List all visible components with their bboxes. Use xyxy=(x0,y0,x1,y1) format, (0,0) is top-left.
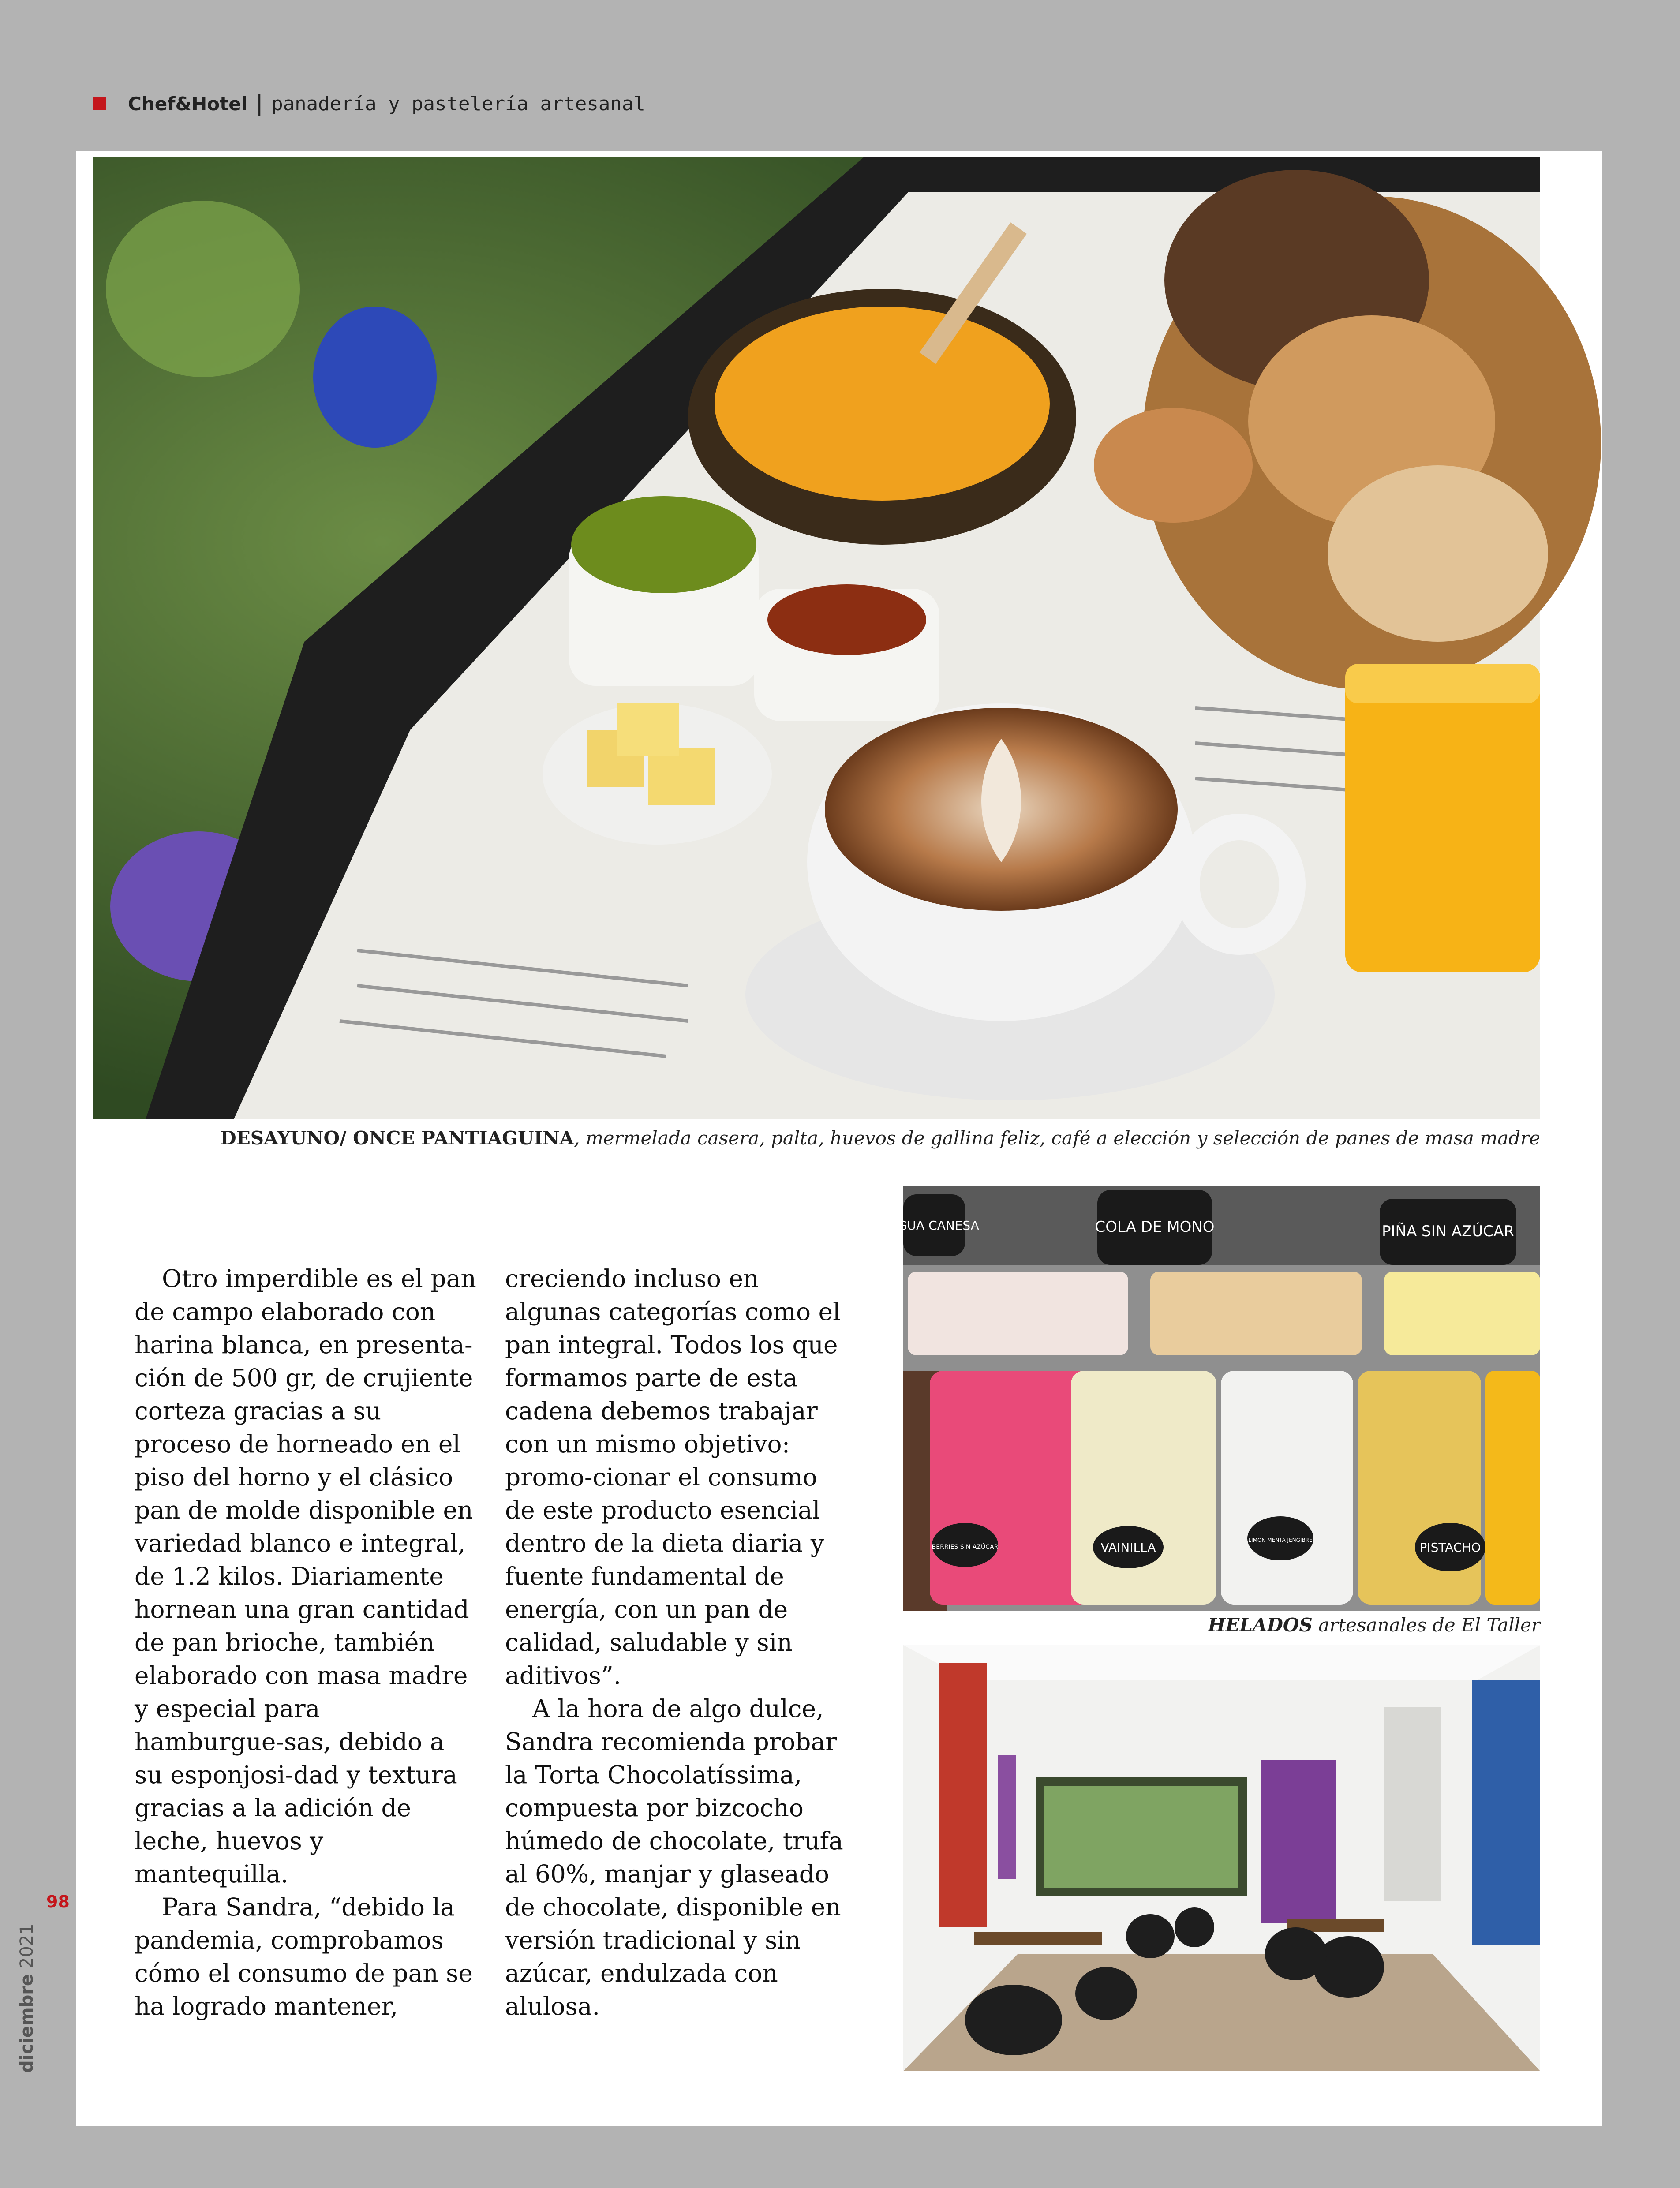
running-header xyxy=(93,90,645,117)
label-limon-menta-jengibre: LIMÓN MENTA JENGIBRE xyxy=(1248,1537,1313,1543)
paragraph: A la hora de algo dulce, Sandra recomienda probar la Torta Chocolatíssima, compuesta por bizcocho húmedo de chocolate, trufa al 60%, manjar y glaseado de chocolate, disponible en versión tradicional y sin azúcar, endulzada con alulosa. xyxy=(505,1694,843,2020)
paragraph: Para Sandra, “debido la pandemia, comprobamos cómo el consumo de pan se ha logrado mantener, xyxy=(135,1893,473,2020)
paragraph: Otro imperdible es el pan de campo elaborado con harina blanca, en presenta-ción de 500 gr, de crujiente corteza gracias a su proceso de horneado en el piso del horno y el clásico pan de molde disponible en variedad blanco e integral, de 1.2 kilos. Diariamente hornean una gran cantidad de pan brioche, también elaborado con masa madre y especial para hamburgue-sas, debido a su esponjosi-dad y textura gracias a la adición de leche, huevos y mantequilla. xyxy=(135,1264,476,1888)
label-berries-sin-azucar: BERRIES SIN AZÚCAR xyxy=(932,1544,999,1551)
breakfast-caption-text: , mermelada casera, palta, huevos de gallina feliz, café a elección y selección de panes de masa madre xyxy=(574,1127,1540,1149)
label-vainilla: VAINILLA xyxy=(1100,1540,1156,1555)
breakfast-caption xyxy=(220,1127,1540,1149)
section-title: panadería y pastelería artesanal xyxy=(271,92,645,115)
red-square-icon xyxy=(93,97,106,110)
paragraph: creciendo incluso en algunas categorías como el pan integral. Todos los que formamos parte de esta cadena debemos trabajar con un mismo objetivo: promo-cionar el consumo de este producto esencial dentro de la dieta diaria y fuente fundamental de energía, con un pan de calidad, saludable y sin aditivos”. xyxy=(505,1264,841,1690)
ice-cream-display-photo xyxy=(889,1186,1540,1611)
page-number: 98 xyxy=(46,1892,70,1911)
label-pistacho: PISTACHO xyxy=(1419,1540,1481,1555)
issue-date xyxy=(17,1923,39,2073)
article-column-2 xyxy=(505,1262,853,2023)
article-column-1 xyxy=(135,1262,476,2023)
cafe-interior-photo xyxy=(903,1645,1540,2071)
ice-cream-caption-title: HELADOS xyxy=(1208,1614,1313,1636)
ice-cream-caption-text: artesanales de El Taller xyxy=(1312,1614,1540,1636)
header-separator: | xyxy=(253,91,266,116)
label-agua-canesa: AGUA CANESA xyxy=(889,1218,979,1233)
breakfast-caption-title: DESAYUNO/ ONCE PANTIAGUINA xyxy=(220,1127,574,1149)
label-cola-de-mono: COLA DE MONO xyxy=(1095,1218,1215,1236)
issue-month: diciembre xyxy=(17,1974,37,2073)
breakfast-photo xyxy=(93,157,1540,1119)
ice-cream-caption xyxy=(1208,1614,1540,1636)
label-pina-sin-azucar: PIÑA SIN AZÚCAR xyxy=(1382,1223,1514,1240)
issue-year: 2021 xyxy=(17,1923,37,1969)
magazine-brand: Chef&Hotel xyxy=(128,93,248,115)
